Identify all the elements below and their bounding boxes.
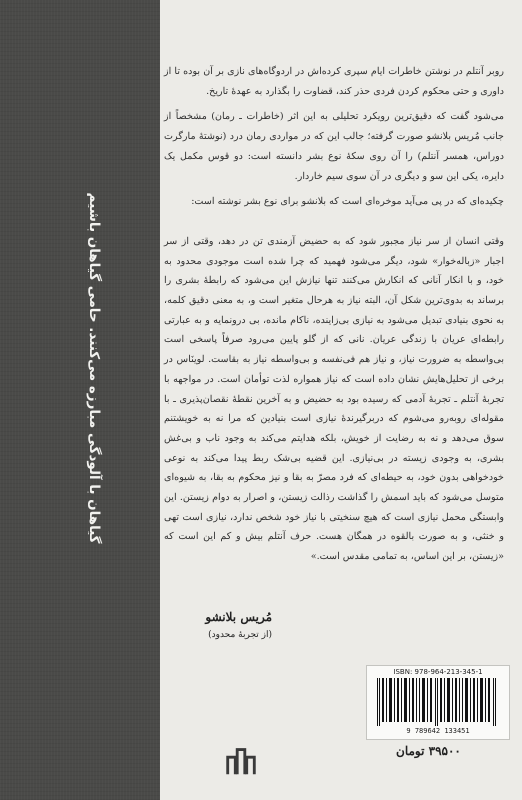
blurb-paragraph-3: چکیده‌ای که در پی می‌آید موخره‌ای است که بلانشو برای نوع بشر نوشته است: <box>191 196 504 208</box>
barcode-block <box>366 665 510 740</box>
spine-band <box>0 0 160 800</box>
blurb-paragraph-1: روبر آنتلم در نوشتن خاطرات ایام سپری کرده‌اش در اردوگاه‌های نازی بر آن بوده تا از داوری و حتی محکوم کردن فردی حذر کند، قضاوت را بگذارد به عهدهٔ تاریخ. <box>164 66 504 97</box>
barcode-digits: 9 789642 133451 <box>406 727 470 735</box>
publisher-logo-icon <box>222 742 260 780</box>
barcode-icon <box>375 678 501 726</box>
quote-attribution <box>205 610 272 640</box>
isbn-number: ISBN: 978-964-213-345-1 <box>393 668 483 676</box>
author-name: مُریس بلانشو <box>205 610 272 624</box>
spine-slogan: گیاهان با آلودگی مبارزه می‌کنند. حامی گیاهان باشیم <box>86 192 102 544</box>
price-label: ۳۹۵۰۰ تومان <box>396 744 461 758</box>
author-source: (از تجربهٔ محدود) <box>208 630 272 640</box>
blanchot-quote: وقتی انسان از سر نیاز مجبور شود که به حضیض آزمندی تن در دهد، وقتی از سر اجبار «زباله‌خوار» شود، دیگر می‌شود فهمید که چرا شده است موجودی محدود به خود، و با انکار آنانی که انکارش می‌کنند تنها نیازش این می‌شود که رابطهٔ بشری را برساند به بدوی‌ترین شکل آن، البته نیاز به هرحال متغیر است و، به معنی دقیق کلمه، به نحوی بنیادی تبدیل می‌شود به نیازی بی‌زاینده، ناکام مانده، بی درونمایه و به عبارتی رابطه‌ای عریان با زندگی عریان. نانی که از گلو پایین می‌رود صرفاً پاسخی است بی‌واسطه به ضرورت نیاز، و نیاز هم فی‌نفسه و بی‌واسطه نیاز به بقاست. لوینَاس در برخی از تحلیل‌هایش نشان داده است که نیاز همواره لذت توأمان است. در مواجهه با تجربهٔ آنتلم ـ تجربهٔ آدمی که رسیده بود به حضیض و به آخرین نقطهٔ نقصان‌پذیری ـ با مقوله‌ای روبه‌رو می‌شوم که دربرگیرندهٔ نیازی است بنیادین که مرا نه به خویشتنم سوق می‌دهد و نه به رضایت از خویش، بلکه هدایتم می‌کند به وجود ناب و بی‌غش بشری، به وجودی زیسته در بی‌نیازی. این قضیه بی‌شک ربط پیدا می‌کند به نوعی خودخواهی بدون خود، به حیطه‌ای که فرد مصرّ به بقا و نیز محکوم به بقا، به شیوه‌ای متوسل می‌شود که باید اسمش را گذاشت رذالت زیستن، و اصرار به دوام زیستن. این وابستگی محمل نیازی است که هیچ سنخیتی با نیاز خود شخص ندارد، نیازی است تهی و خنثی، و به صورت بالقوه در همگان هست. حرف آنتلم بیش و کم این است که «زیستن، بر این اساس، به تمامی مقدس است.» <box>164 235 504 563</box>
blurb-paragraph-2: می‌شود گفت که دقیق‌ترین رویکرد تحلیلی به این اثر (خاطرات ـ رمان) مشخصاً از جانب مُریس بلانشو صورت گرفته؛ جالب این که در مواردی رمان درد (نوشتهٔ مارگرت دوراس، همسر آنتلم) را آن روی سکهٔ نوع بشر دانسته است: دو قوس مکمل یک دایره، یکی این سو و دیگری در آن سوی سیم خاردار. <box>164 111 504 182</box>
blurb-text <box>164 62 504 573</box>
